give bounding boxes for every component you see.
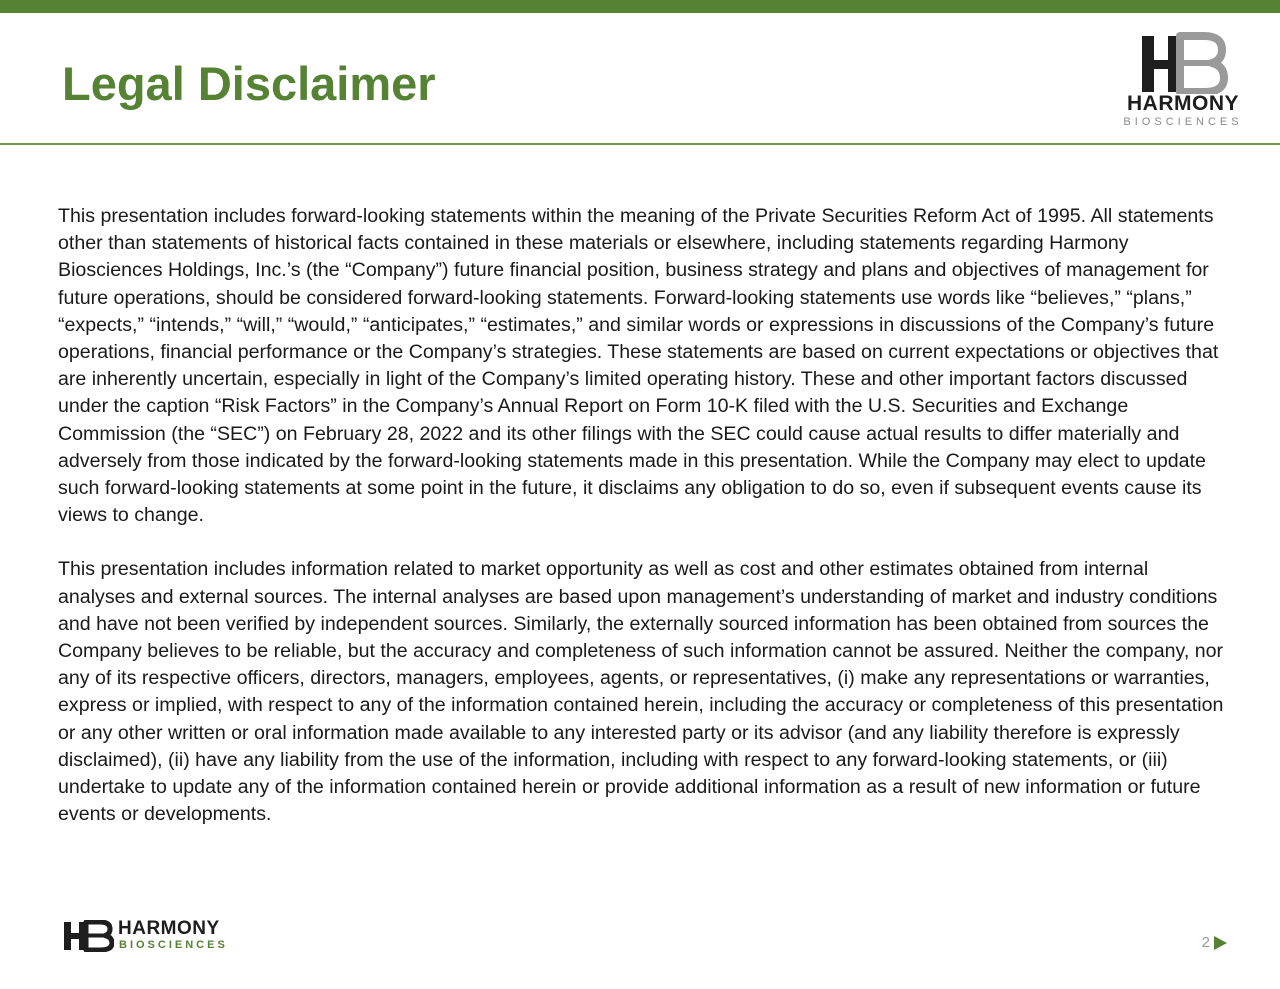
page-number: 2 bbox=[1201, 934, 1210, 951]
top-accent-bar bbox=[0, 0, 1280, 13]
harmony-logo-header bbox=[1118, 30, 1248, 130]
paragraph-market-information: This presentation includes information related to market opportunity as well as cost and other estimates obtained from internal analyses and external sources. The internal analyses are based upon management’s understanding of market and industry conditions and have not been verified by independent sources. Similarly, the externally sourced information has been obtained from sources the Company believes to be reliable, but the accuracy and completeness of such information cannot be assured. Neither the company, nor any of its respective officers, directors, managers, employees, agents, or representatives, (i) make any representations or warranties, express or implied, with respect to any of the information contained herein, including the accuracy or completeness of this presentation or any other written or oral information made available to any interested party or its advisor (and any liability therefore is expressly disclaimed), (ii) have any liability from the use of the information, including with respect to any forward-looking statements, or (iii) undertake to update any of the information contained herein or provide additional information as a result of new information or future events or developments. bbox=[58, 558, 1224, 826]
page-title: Legal Disclaimer bbox=[62, 57, 436, 110]
harmony-logo-footer bbox=[62, 918, 252, 954]
logo-subtitle: BIOSCIENCES bbox=[1123, 116, 1243, 128]
disclaimer-body bbox=[58, 203, 1228, 828]
hb-logo-icon bbox=[1138, 32, 1228, 94]
paragraph-forward-looking: This presentation includes forward-looking statements within the meaning of the Private Securities Reform Act of 1995. All statements other than statements of historical facts contained in these materials or elsewhere, including statements regarding Harmony Biosciences Holdings, Inc.’s (the “Company”) future financial position, business strategy and plans and objectives of management for future operations, should be considered forward-looking statements. Forward-looking statements use words like “believes,” “plans,” “expects,” “intends,” “will,” “would,” “anticipates,” “estimates,” and similar words or expressions in discussions of the Company’s future operations, financial performance or the Company’s strategies. These statements are based on current expectations or objectives that are inherently uncertain, especially in light of the Company’s limited operating history. These and other important factors discussed under the caption “Risk Factors” in the Company’s Annual Report on Form 10-K filed with the U.S. Securities and Exchange Commission (the “SEC”) on February 28, 2022 and its other filings with the SEC could cause actual results to differ materially and adversely from those indicated by the forward-looking statements made in this presentation. While the Company may elect to update such forward-looking statements at some point in the future, it disclaims any obligation to do so, even if subsequent events cause its views to change. bbox=[58, 205, 1219, 527]
hb-logo-icon bbox=[62, 920, 114, 952]
logo-wordmark: HARMONY bbox=[118, 918, 220, 939]
logo-subtitle: BIOSCIENCES bbox=[119, 939, 228, 951]
logo-wordmark: HARMONY bbox=[1127, 92, 1239, 115]
header-divider bbox=[0, 143, 1280, 145]
next-slide-arrow-icon[interactable] bbox=[1212, 935, 1228, 951]
